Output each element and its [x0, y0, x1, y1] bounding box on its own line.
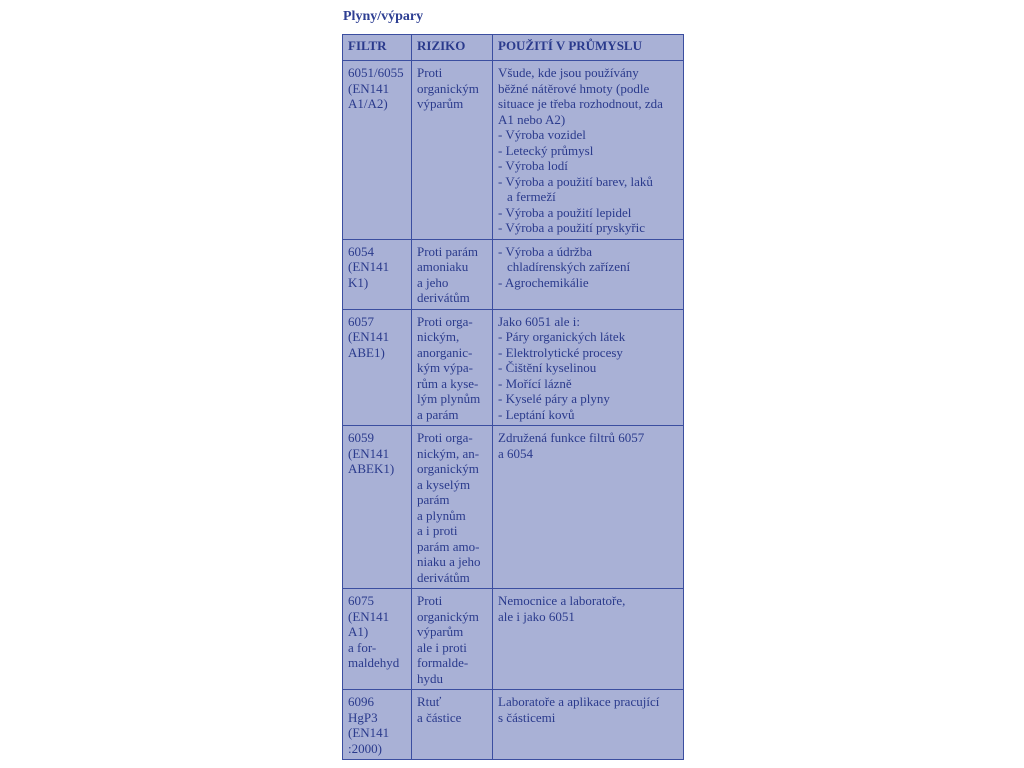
cell-line: anorganic- — [417, 344, 473, 360]
cell-line: derivátům — [417, 290, 470, 305]
cell-riziko — [412, 239, 493, 309]
cell-line: Jako 6051 ale i: — [498, 313, 580, 329]
cell-line: - Agrochemikálie — [498, 274, 589, 290]
cell-riziko — [412, 61, 493, 240]
header-riziko: RIZIKO — [412, 35, 493, 61]
cell-pouziti — [493, 239, 684, 309]
cell-line: A1/A2) — [348, 96, 388, 111]
cell-line: ale i proti — [417, 639, 467, 655]
cell-line: organickým — [417, 80, 479, 96]
cell-line: a 6054 — [498, 445, 534, 461]
cell-line: rům a kyse- — [417, 375, 479, 391]
table-row — [343, 426, 684, 589]
cell-line: Všude, kde jsou používány — [498, 65, 639, 80]
cell-line: Nemocnice a laboratoře, — [498, 593, 626, 608]
cell-line: - Letecký průmysl — [498, 142, 594, 158]
cell-line: výparům — [417, 96, 464, 111]
table-row — [343, 61, 684, 240]
cell-line: nickým, an- — [417, 445, 480, 461]
cell-line: organickým — [417, 608, 479, 624]
table-row — [343, 239, 684, 309]
cell-line: lým plynům — [417, 391, 481, 406]
cell-line: parám amo- — [417, 538, 480, 554]
cell-filtr — [343, 61, 412, 240]
filter-table — [342, 34, 684, 760]
cell-line: 6075 — [348, 593, 374, 608]
table-header-row — [343, 35, 684, 61]
cell-line: a parám — [417, 406, 459, 422]
cell-line: - Výroba vozidel — [498, 127, 586, 142]
cell-line: (EN141 — [348, 80, 390, 96]
cell-line: a for- — [348, 639, 377, 655]
cell-line: - Leptání kovů — [498, 406, 575, 422]
cell-line: parám — [417, 492, 450, 507]
cell-pouziti — [493, 61, 684, 240]
cell-line: situace je třeba rozhodnout, zda — [498, 96, 663, 111]
cell-line: Proti parám — [417, 243, 479, 259]
cell-line: kým výpa- — [417, 360, 473, 375]
cell-line: Proti — [417, 65, 443, 80]
table-row — [343, 589, 684, 690]
cell-line: a jeho — [417, 274, 449, 290]
cell-line: maldehyd — [348, 655, 400, 670]
cell-line: formalde- — [417, 655, 469, 670]
cell-line: 6059 — [348, 430, 374, 445]
cell-filtr — [343, 690, 412, 760]
cell-line: a kyselým — [417, 476, 471, 492]
cell-line: - Výroba a údržba — [498, 243, 592, 259]
cell-line: HgP3 — [348, 709, 378, 725]
page-title: Plyny/výpary — [343, 9, 424, 24]
cell-line: - Výroba a použití barev, laků — [498, 173, 653, 189]
cell-line: Združená funkce filtrů 6057 — [498, 430, 645, 445]
cell-filtr — [343, 309, 412, 426]
cell-line: a i proti — [417, 523, 458, 538]
cell-line: Proti — [417, 593, 443, 608]
cell-line: s částicemi — [498, 709, 556, 725]
cell-line: K1) — [348, 274, 369, 290]
cell-line: a částice — [417, 709, 462, 725]
cell-line: - Čištění kyselinou — [498, 360, 597, 375]
cell-riziko — [412, 690, 493, 760]
cell-line: derivátům — [417, 569, 470, 585]
cell-line: chladírenských zařízení — [507, 259, 631, 274]
cell-line: hydu — [417, 670, 443, 686]
cell-line: 6051/6055 — [348, 65, 404, 80]
cell-line: - Výroba lodí — [498, 158, 568, 173]
cell-line: (EN141 — [348, 329, 390, 344]
cell-line: amoniaku — [417, 259, 469, 274]
cell-pouziti — [493, 309, 684, 426]
cell-line: Proti orga- — [417, 430, 473, 445]
header-pouziti: POUŽITÍ V PRŮMYSLU — [493, 35, 684, 61]
header-filtr: FILTR — [343, 35, 412, 61]
cell-line: (EN141 — [348, 445, 390, 461]
cell-line: 6054 — [348, 243, 374, 259]
cell-line: 6057 — [348, 313, 374, 329]
cell-line: - Výroba a použití pryskyřic — [498, 220, 646, 235]
table-row — [343, 690, 684, 760]
cell-filtr — [343, 589, 412, 690]
cell-line: a plynům — [417, 507, 466, 523]
cell-line: niaku a jeho — [417, 554, 481, 569]
cell-line: A1 nebo A2) — [498, 111, 566, 127]
cell-pouziti — [493, 589, 684, 690]
cell-line: Rtuť — [417, 694, 442, 709]
cell-line: Laboratoře a aplikace pracující — [498, 694, 660, 709]
cell-line: nickým, — [417, 329, 460, 344]
cell-line: - Kyselé páry a plyny — [498, 391, 610, 406]
cell-line: A1) — [348, 624, 369, 639]
cell-line: ABE1) — [348, 344, 385, 360]
cell-line: ABEK1) — [348, 461, 395, 476]
cell-pouziti — [493, 426, 684, 589]
cell-line: Proti orga- — [417, 313, 473, 329]
cell-line: - Elektrolytické procesy — [498, 344, 623, 360]
cell-pouziti — [493, 690, 684, 760]
cell-line: :2000) — [348, 740, 382, 756]
cell-filtr — [343, 239, 412, 309]
cell-line: organickým — [417, 461, 479, 476]
cell-line: - Mořící lázně — [498, 375, 572, 391]
table-row — [343, 309, 684, 426]
cell-line: ale i jako 6051 — [498, 608, 575, 624]
cell-riziko — [412, 426, 493, 589]
cell-riziko — [412, 589, 493, 690]
cell-line: 6096 — [348, 694, 374, 709]
cell-line: běžné nátěrové hmoty (podle — [498, 80, 650, 96]
cell-line: (EN141 — [348, 725, 390, 740]
cell-line: (EN141 — [348, 259, 390, 274]
cell-riziko — [412, 309, 493, 426]
cell-line: a fermeží — [507, 189, 556, 204]
cell-line: (EN141 — [348, 608, 390, 624]
cell-line: výparům — [417, 624, 464, 639]
cell-line: - Páry organických látek — [498, 329, 626, 344]
cell-filtr — [343, 426, 412, 589]
cell-line: - Výroba a použití lepidel — [498, 204, 632, 220]
